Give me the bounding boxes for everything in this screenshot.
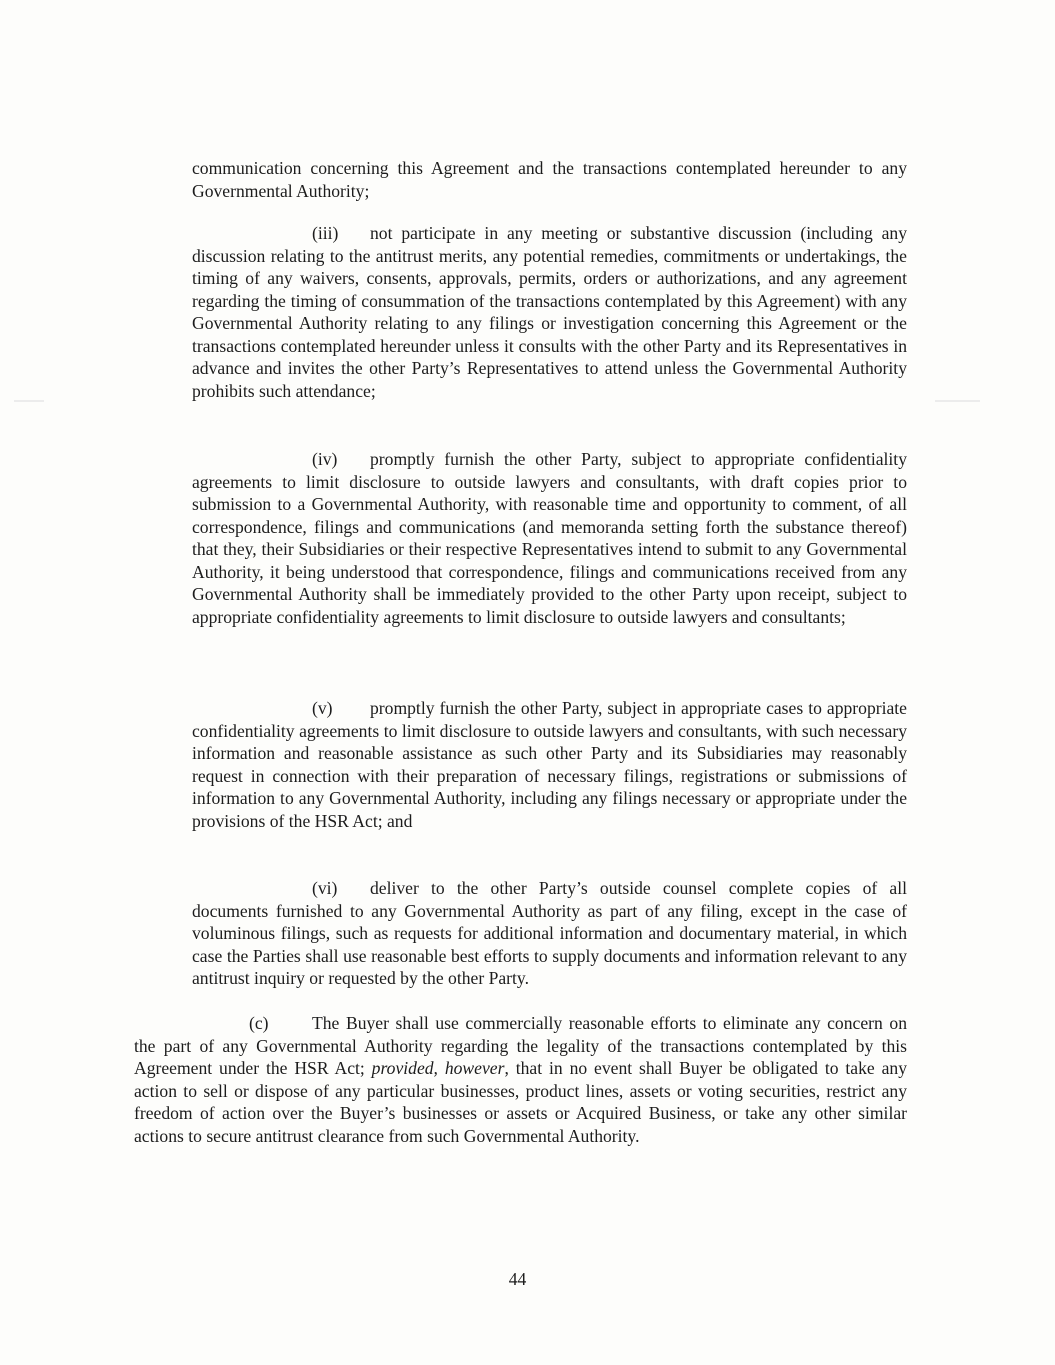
clause-text: not participate in any meeting or substantive discussion (including any discussion relating to the antitrust merits, any potential remedies, commitments or undertakings, the timing of any waivers, consents, approvals, permits, orders or authorizations, and any agreement regarding the timing of consummation of the transactions contemplated by this Agreement) with any Governmental Authority relating to any filings or investigation concerning this Agreement or the transactions contemplated hereunder unless it consults with the other Party and its Representatives in advance and invites the other Party’s Representatives to attend unless the Governmental Authority prohibits such attendance;	[192, 223, 907, 401]
clause-label: (vi)	[312, 878, 338, 898]
clause-label: (iv)	[312, 449, 338, 469]
page-number: 44	[508, 1269, 527, 1289]
clause-v	[192, 697, 907, 832]
section-emphasis: provided, however	[371, 1058, 505, 1078]
scan-artifact-left	[14, 400, 44, 402]
clause-text: deliver to the other Party’s outside counsel complete copies of all documents furnished to any Governmental Authority as part of any filing, except in the case of voluminous filings, such as requests for additional information and documentary material, in which case the Parties shall use reasonable best efforts to supply documents and information relevant to any antitrust inquiry or requested by the other Party.	[192, 878, 907, 988]
clause-text: promptly furnish the other Party, subject in appropriate cases to appropriate confidentiality agreements to limit disclosure to outside lawyers and consultants, with such necessary information and reasonable assistance as such other Party and its Subsidiaries may reasonably request in connection with their preparation of necessary filings, registrations or submissions of information to any Governmental Authority, including any filings necessary or appropriate under the provisions of the HSR Act; and	[192, 698, 907, 831]
section-label: (c)	[249, 1013, 269, 1033]
clause-label: (v)	[312, 698, 333, 718]
clause-vi	[192, 877, 907, 990]
clause-text: promptly furnish the other Party, subject to appropriate confidentiality agreements to limit disclosure to outside lawyers and consultants, with draft copies prior to submission to a Governmental Authority, with reasonable time and opportunity to comment, of all correspondence, filings and communications (and memoranda setting forth the substance thereof) that they, their Subsidiaries or their respective Representatives intend to submit to any Governmental Authority, it being understood that correspondence, filings and communications received from any Governmental Authority shall be immediately provided to the other Party upon receipt, subject to appropriate confidentiality agreements to limit disclosure to outside lawyers and consultants;	[192, 449, 907, 627]
clause-iv	[192, 448, 907, 628]
clause-iii	[192, 222, 907, 402]
section-c-paragraph	[134, 1012, 907, 1147]
section-text-after: , that in no event shall Buyer be obligated to take any action to sell or dispose of any particular businesses, product lines, assets or voting securities, restrict any freedom of action over the Buyer’s businesses or assets or Acquired Business, or take any other similar actions to secure antitrust clearance from such Governmental Authority.	[134, 1058, 908, 1146]
section-text-before: The Buyer shall use commercially reasonable efforts to eliminate any concern on the part of any Governmental Authority regarding the legality of the transactions contemplated by this Agreement under the HSR Act;	[134, 1013, 907, 1078]
clause-label: (iii)	[312, 223, 339, 243]
scan-artifact-right	[935, 400, 980, 402]
continuation-text: communication concerning this Agreement and the transactions contemplated hereunder to any Governmental Authority;	[192, 158, 907, 201]
continuation-paragraph	[192, 157, 907, 202]
